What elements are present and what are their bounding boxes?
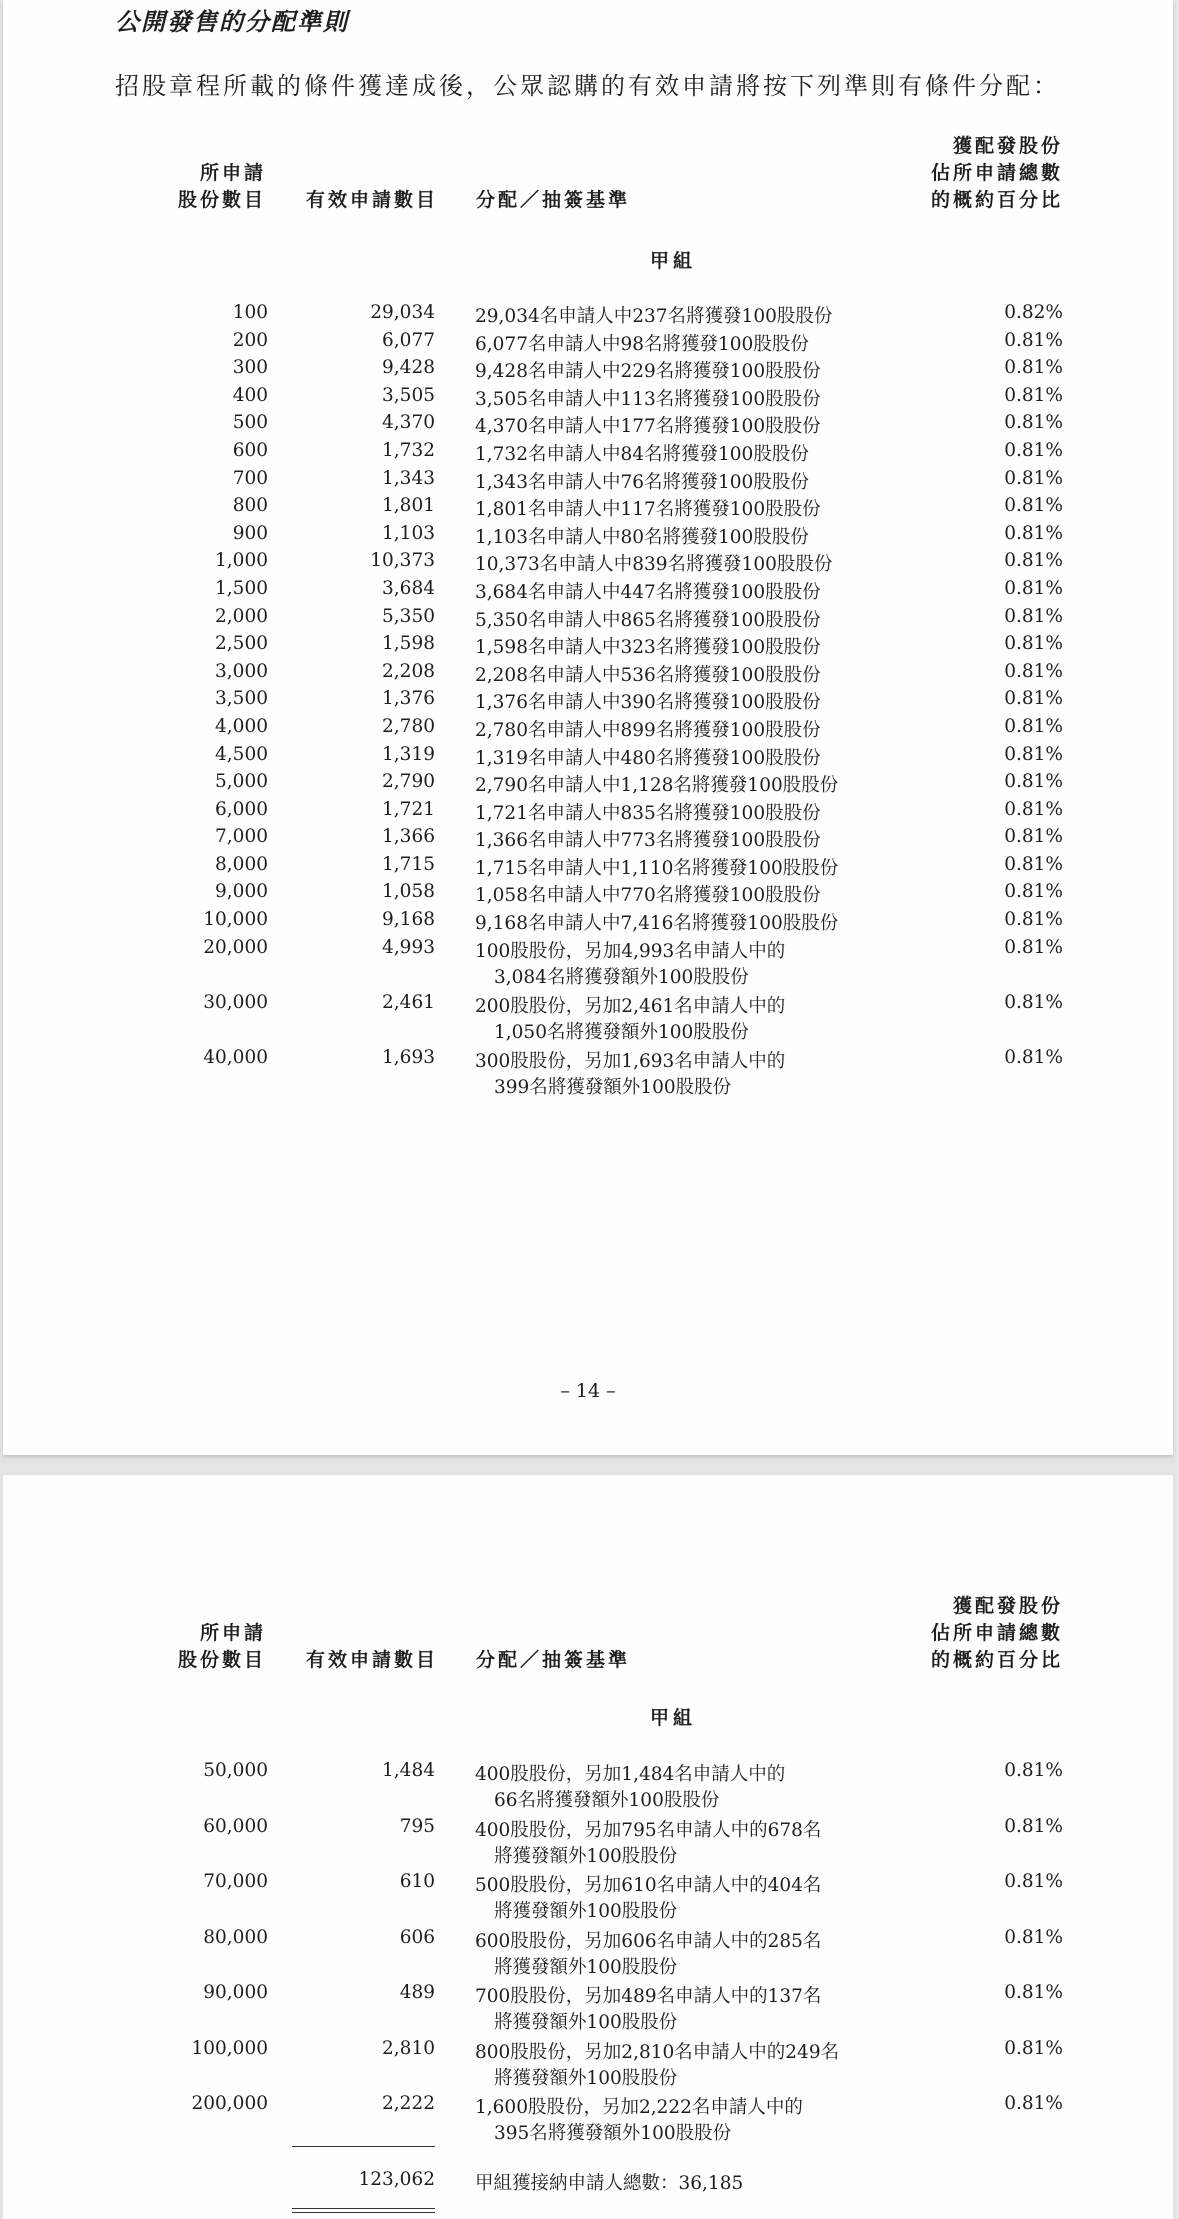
valid-applications-cell: 1,376 <box>382 688 435 710</box>
shares-applied-cell: 50,000 <box>203 1760 268 1781</box>
valid-applications-cell: 3,505 <box>382 384 435 406</box>
table-row <box>3 523 1173 551</box>
table-row <box>3 1047 1173 1102</box>
valid-applications-cell: 1,801 <box>382 495 435 517</box>
allocation-basis-cell: 1,801名申請人中117名將獲發100股股份 <box>475 499 821 521</box>
shares-applied-cell: 3,000 <box>215 660 268 682</box>
valid-applications-cell: 9,168 <box>382 909 435 931</box>
percentage-cell: 0.81% <box>1004 357 1063 379</box>
shares-applied-cell: 9,000 <box>215 881 268 903</box>
header-valid-applications: 有效申請數目 <box>305 1649 438 1671</box>
allocation-basis-continuation: 1,050名將獲發額外100股股份 <box>494 1021 749 1043</box>
allocation-basis-cell: 500股股份，另加610名申請人中的404名 <box>475 1875 822 1896</box>
allocation-basis-cell: 29,034名申請人中237名將獲發100股股份 <box>475 306 833 327</box>
table-row <box>3 854 1173 882</box>
shares-applied-cell: 200,000 <box>191 2093 268 2114</box>
allocation-basis-cell: 2,208名申請人中536名將獲發100股股份 <box>475 664 821 686</box>
shares-applied-cell: 1,000 <box>215 550 268 572</box>
shares-applied-cell: 4,000 <box>215 715 268 737</box>
shares-applied-cell: 100 <box>232 302 268 323</box>
percentage-cell: 0.81% <box>1004 1815 1063 1837</box>
table-row <box>3 716 1173 744</box>
allocation-basis-continuation: 將獲發額外100股股份 <box>494 1845 678 1867</box>
valid-applications-cell: 1,721 <box>382 798 435 820</box>
shares-applied-cell: 5,000 <box>215 771 268 793</box>
percentage-cell: 0.81% <box>1004 798 1063 820</box>
allocation-basis-cell: 1,376名申請人中390名將獲發100股股份 <box>475 692 821 714</box>
allocation-basis-cell: 6,077名申請人中98名將獲發100股股份 <box>475 333 809 355</box>
table-row <box>3 302 1173 330</box>
percentage-cell: 0.81% <box>1004 384 1063 406</box>
total-double-rule-bottom <box>292 2212 435 2213</box>
percentage-cell: 0.81% <box>1004 1982 1063 2003</box>
table-row <box>3 771 1173 799</box>
allocation-basis-continuation: 將獲發額外100股股份 <box>494 2067 678 2089</box>
percentage-cell: 0.81% <box>1004 633 1063 655</box>
allocation-basis-cell: 1,598名申請人中323名將獲發100股股份 <box>475 637 821 659</box>
table-row <box>3 412 1173 440</box>
percentage-cell: 0.81% <box>1004 715 1063 737</box>
table-row <box>3 799 1173 827</box>
shares-applied-cell: 30,000 <box>203 991 268 1013</box>
valid-applications-cell: 610 <box>399 1871 435 1892</box>
valid-applications-cell: 1,058 <box>382 881 435 903</box>
table-row <box>3 661 1173 689</box>
table-row <box>3 1927 1173 1983</box>
valid-applications-cell: 1,343 <box>382 467 435 489</box>
valid-applications-cell: 1,732 <box>382 439 435 461</box>
percentage-cell: 0.81% <box>1004 991 1063 1013</box>
document-page-14 <box>3 0 1173 1455</box>
allocation-basis-cell: 2,790名申請人中1,128名將獲發100股股份 <box>475 775 839 797</box>
shares-applied-cell: 600 <box>232 439 268 461</box>
valid-applications-cell: 1,319 <box>382 743 435 765</box>
allocation-basis-continuation: 395名將獲發額外100股股份 <box>494 2123 732 2144</box>
percentage-cell: 0.81% <box>1004 881 1063 903</box>
allocation-table <box>3 302 1173 1102</box>
page-number: – 14 – <box>560 1380 616 1402</box>
valid-applications-cell: 1,366 <box>382 826 435 848</box>
valid-applications-cell: 2,780 <box>382 715 435 737</box>
table-row <box>3 937 1173 992</box>
allocation-basis-cell: 1,058名申請人中770名將獲發100股股份 <box>475 885 821 907</box>
shares-applied-cell: 700 <box>232 467 268 489</box>
total-rule <box>292 2146 435 2147</box>
table-row <box>3 468 1173 496</box>
allocation-basis-continuation: 將獲發額外100股股份 <box>494 1956 678 1978</box>
table-row <box>3 826 1173 854</box>
valid-applications-cell: 1,598 <box>382 633 435 655</box>
percentage-cell: 0.82% <box>1004 302 1063 323</box>
shares-applied-cell: 90,000 <box>203 1982 268 2003</box>
valid-applications-cell: 795 <box>399 1815 435 1837</box>
percentage-cell: 0.81% <box>1004 495 1063 517</box>
shares-applied-cell: 70,000 <box>203 1871 268 1892</box>
percentage-cell: 0.81% <box>1004 577 1063 599</box>
total-accepted-applicants: 甲組獲接納申請人總數：36,185 <box>475 2173 744 2194</box>
allocation-basis-cell: 1,721名申請人中835名將獲發100股股份 <box>475 802 821 824</box>
table-row <box>3 330 1173 358</box>
percentage-cell: 0.81% <box>1004 412 1063 434</box>
allocation-basis-continuation: 66名將獲發額外100股股份 <box>494 1790 720 1811</box>
percentage-cell: 0.81% <box>1004 743 1063 765</box>
valid-applications-cell: 4,370 <box>382 412 435 434</box>
percentage-cell: 0.81% <box>1004 522 1063 544</box>
allocation-basis-cell: 1,715名申請人中1,110名將獲發100股股份 <box>475 857 839 879</box>
percentage-cell: 0.81% <box>1004 660 1063 682</box>
allocation-basis-cell: 1,600股股份，另加2,222名申請人中的 <box>475 2097 803 2118</box>
valid-applications-cell: 9,428 <box>382 357 435 379</box>
table-row <box>3 881 1173 909</box>
group-label: 甲組 <box>649 1707 696 1729</box>
intro-paragraph: 招股章程所載的條件獲達成後，公眾認購的有效申請將按下列準則有條件分配： <box>115 72 1060 100</box>
shares-applied-cell: 6,000 <box>215 798 268 820</box>
table-row <box>3 578 1173 606</box>
allocation-basis-cell: 200股股份，另加2,461名申請人中的 <box>475 995 786 1017</box>
table-row <box>3 357 1173 385</box>
valid-applications-cell: 6,077 <box>382 329 435 351</box>
shares-applied-cell: 500 <box>232 412 268 434</box>
valid-applications-cell: 10,373 <box>370 550 435 572</box>
allocation-basis-cell: 600股股份，另加606名申請人中的285名 <box>475 1930 822 1952</box>
allocation-basis-cell: 1,366名申請人中773名將獲發100股股份 <box>475 830 821 852</box>
percentage-cell: 0.81% <box>1004 2093 1063 2114</box>
valid-applications-cell: 29,034 <box>370 302 435 323</box>
valid-applications-cell: 2,222 <box>382 2093 435 2114</box>
table-row <box>3 1871 1173 1927</box>
shares-applied-cell: 2,500 <box>215 633 268 655</box>
percentage-cell: 0.81% <box>1004 853 1063 875</box>
percentage-cell: 0.81% <box>1004 688 1063 710</box>
percentage-cell: 0.81% <box>1004 771 1063 793</box>
shares-applied-cell: 60,000 <box>203 1815 268 1837</box>
valid-applications-cell: 1,715 <box>382 853 435 875</box>
allocation-basis-cell: 700股股份，另加489名申請人中的137名 <box>475 1986 822 2007</box>
header-percentage: 獲配發股份 佔所申請總數 的概約百分比 <box>930 1595 1063 1671</box>
valid-applications-cell: 489 <box>399 1982 435 2003</box>
allocation-basis-cell: 300股股份，另加1,693名申請人中的 <box>475 1051 786 1073</box>
table-row <box>3 1760 1173 1816</box>
table-row <box>3 2093 1173 2149</box>
allocation-basis-cell: 1,343名申請人中76名將獲發100股股份 <box>475 471 809 493</box>
valid-applications-cell: 4,993 <box>382 936 435 958</box>
allocation-basis-cell: 10,373名申請人中839名將獲發100股股份 <box>475 554 833 576</box>
shares-applied-cell: 100,000 <box>191 2037 268 2059</box>
table-row <box>3 633 1173 661</box>
valid-applications-cell: 2,810 <box>382 2037 435 2059</box>
table-row <box>3 992 1173 1047</box>
shares-applied-cell: 20,000 <box>203 936 268 958</box>
percentage-cell: 0.81% <box>1004 1871 1063 1892</box>
shares-applied-cell: 7,000 <box>215 826 268 848</box>
shares-applied-cell: 200 <box>232 329 268 351</box>
allocation-basis-cell: 4,370名申請人中177名將獲發100股股份 <box>475 416 821 438</box>
total-valid-applications: 123,062 <box>358 2169 435 2190</box>
valid-applications-cell: 2,461 <box>382 991 435 1013</box>
header-percentage: 獲配發股份 佔所申請總數 的概約百分比 <box>930 135 1063 211</box>
allocation-basis-continuation: 將獲發額外100股股份 <box>494 2012 678 2033</box>
percentage-cell: 0.81% <box>1004 936 1063 958</box>
percentage-cell: 0.81% <box>1004 550 1063 572</box>
section-title: 公開發售的分配準則 <box>115 7 349 36</box>
document-page-15 <box>3 1475 1173 2219</box>
allocation-basis-cell: 5,350名申請人中865名將獲發100股股份 <box>475 609 821 631</box>
table-row <box>3 1816 1173 1872</box>
allocation-basis-cell: 1,732名申請人中84名將獲發100股股份 <box>475 443 809 465</box>
shares-applied-cell: 2,000 <box>215 605 268 627</box>
allocation-basis-continuation: 將獲發額外100股股份 <box>494 1901 678 1922</box>
valid-applications-cell: 3,684 <box>382 577 435 599</box>
valid-applications-cell: 2,208 <box>382 660 435 682</box>
percentage-cell: 0.81% <box>1004 1760 1063 1781</box>
shares-applied-cell: 10,000 <box>203 909 268 931</box>
allocation-basis-cell: 3,684名申請人中447名將獲發100股股份 <box>475 581 821 603</box>
table-row <box>3 550 1173 578</box>
shares-applied-cell: 8,000 <box>215 853 268 875</box>
shares-applied-cell: 40,000 <box>203 1047 268 1069</box>
shares-applied-cell: 800 <box>232 495 268 517</box>
percentage-cell: 0.81% <box>1004 909 1063 931</box>
valid-applications-cell: 1,103 <box>382 522 435 544</box>
header-allocation-basis: 分配／抽簽基準 <box>476 1649 631 1671</box>
shares-applied-cell: 1,500 <box>215 577 268 599</box>
percentage-cell: 0.81% <box>1004 1047 1063 1069</box>
group-label: 甲組 <box>649 250 696 272</box>
valid-applications-cell: 5,350 <box>382 605 435 627</box>
table-row <box>3 495 1173 523</box>
allocation-basis-cell: 1,103名申請人中80名將獲發100股股份 <box>475 526 809 548</box>
allocation-basis-cell: 400股股份，另加795名申請人中的678名 <box>475 1819 822 1841</box>
allocation-basis-cell: 9,168名申請人中7,416名將獲發100股股份 <box>475 913 839 935</box>
shares-applied-cell: 400 <box>232 384 268 406</box>
header-allocation-basis: 分配／抽簽基準 <box>476 189 631 211</box>
allocation-table <box>3 1760 1173 2149</box>
allocation-basis-cell: 100股股份，另加4,993名申請人中的 <box>475 940 786 962</box>
allocation-basis-cell: 3,505名申請人中113名將獲發100股股份 <box>475 388 821 410</box>
allocation-basis-continuation: 399名將獲發額外100股股份 <box>494 1077 732 1099</box>
valid-applications-cell: 606 <box>399 1926 435 1948</box>
percentage-cell: 0.81% <box>1004 826 1063 848</box>
percentage-cell: 0.81% <box>1004 605 1063 627</box>
percentage-cell: 0.81% <box>1004 467 1063 489</box>
header-shares-applied: 所申請 股份數目 <box>177 162 266 211</box>
table-row <box>3 606 1173 634</box>
table-row <box>3 440 1173 468</box>
table-row <box>3 2038 1173 2094</box>
valid-applications-cell: 1,693 <box>382 1047 435 1069</box>
header-valid-applications: 有效申請數目 <box>305 189 438 211</box>
allocation-basis-continuation: 3,084名將獲發額外100股股份 <box>494 966 749 988</box>
allocation-basis-cell: 1,319名申請人中480名將獲發100股股份 <box>475 747 821 769</box>
percentage-cell: 0.81% <box>1004 439 1063 461</box>
header-shares-applied: 所申請 股份數目 <box>177 1622 266 1671</box>
table-row <box>3 385 1173 413</box>
shares-applied-cell: 900 <box>232 522 268 544</box>
table-row <box>3 744 1173 772</box>
total-double-rule-top <box>292 2208 435 2209</box>
allocation-basis-cell: 800股股份，另加2,810名申請人中的249名 <box>475 2041 840 2063</box>
table-row <box>3 1982 1173 2038</box>
allocation-basis-cell: 400股股份，另加1,484名申請人中的 <box>475 1764 786 1785</box>
valid-applications-cell: 2,790 <box>382 771 435 793</box>
shares-applied-cell: 4,500 <box>215 743 268 765</box>
allocation-basis-cell: 2,780名申請人中899名將獲發100股股份 <box>475 719 821 741</box>
percentage-cell: 0.81% <box>1004 2037 1063 2059</box>
allocation-basis-cell: 9,428名申請人中229名將獲發100股股份 <box>475 361 821 383</box>
percentage-cell: 0.81% <box>1004 1926 1063 1948</box>
shares-applied-cell: 80,000 <box>203 1926 268 1948</box>
shares-applied-cell: 3,500 <box>215 688 268 710</box>
shares-applied-cell: 300 <box>232 357 268 379</box>
percentage-cell: 0.81% <box>1004 329 1063 351</box>
valid-applications-cell: 1,484 <box>382 1760 435 1781</box>
table-row <box>3 688 1173 716</box>
table-row <box>3 909 1173 937</box>
